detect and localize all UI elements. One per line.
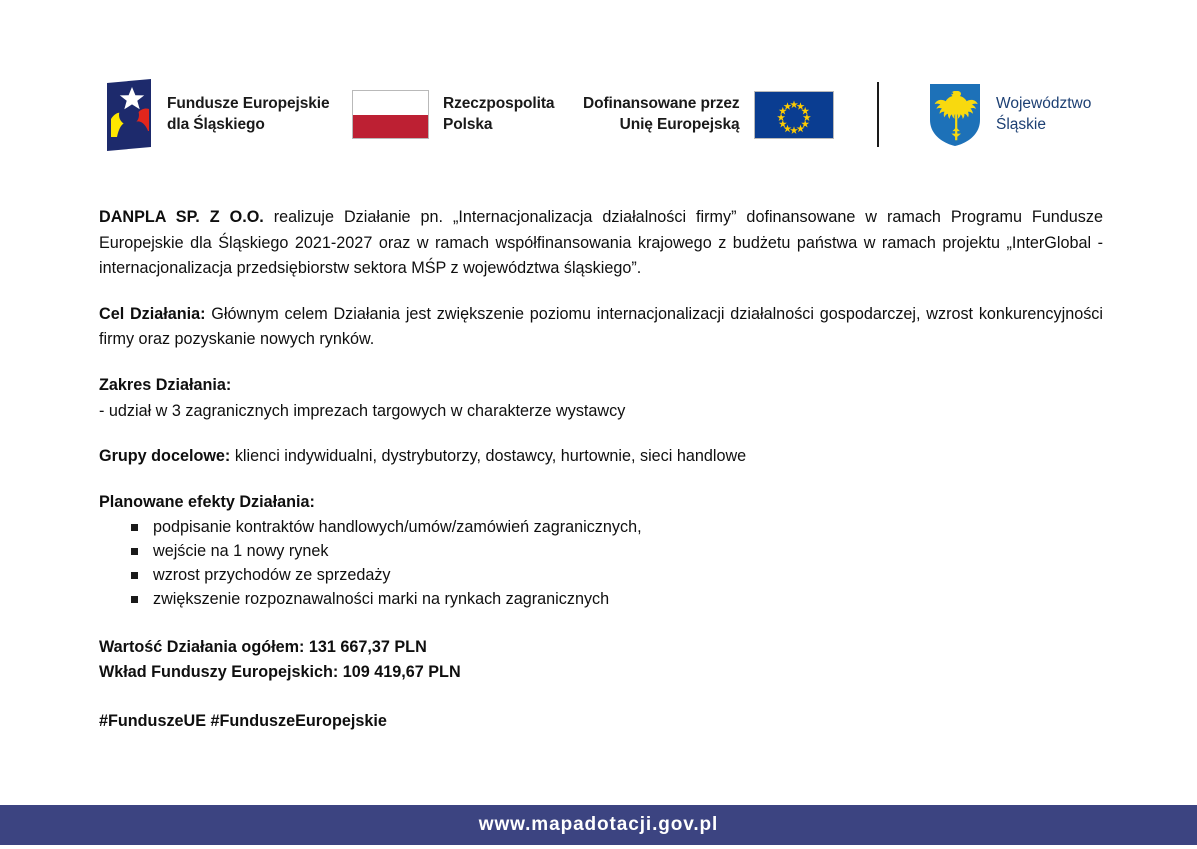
planowane-efekty-list	[99, 515, 1103, 611]
intro-text: realizuje Działanie pn. „Internacjonalizacja działalności firmy” dofinansowane w ramach Programu Fundusze Europejskie dla Śląskiego 2021-2027 oraz w ramach współfinansowania krajowego z budżetu państwa w ramach projektu „InterGlobal - internacjonalizacja przedsiębiorstw sektora MŚP z województwa śląskiego”.	[99, 208, 1103, 278]
grupy-docelowe-text: klienci indywidualni, dystrybutorzy, dostawcy, hurtownie, sieci handlowe	[230, 447, 747, 466]
fe-line-1: Fundusze Europejskie	[167, 95, 330, 113]
amount-eu-contribution: Wkład Funduszy Europejskich: 109 419,67 PLN	[99, 663, 461, 682]
square-bullet-icon	[131, 572, 138, 579]
logo-unia-europejska-text	[583, 94, 740, 135]
ws-line-1: Województwo	[996, 94, 1092, 112]
logo-rzeczpospolita-text	[443, 94, 554, 135]
grupy-docelowe-label: Grupy docelowe:	[99, 447, 231, 466]
eu-line-2: Unię Europejską	[619, 115, 740, 133]
zakres-dzialania-label: Zakres Działania:	[99, 375, 232, 394]
cel-dzialania-text: Głównym celem Działania jest zwiększenie poziomu internacjonalizacji działalności gospodarczej, wzrost konkurencyjności firmy oraz pozyskanie nowych rynków.	[99, 304, 1103, 349]
poland-flag-white-stripe	[353, 91, 428, 115]
logo-wojewodztwo-text	[996, 94, 1091, 136]
logo-wojewodztwo-slaskie	[928, 62, 1091, 167]
amount-total: Wartość Działania ogółem: 131 667,37 PLN	[99, 638, 427, 657]
effect-text-2: wzrost przychodów ze sprzedaży	[153, 566, 391, 585]
effect-text-1: wejście na 1 nowy rynek	[153, 542, 329, 561]
list-item	[99, 587, 1103, 611]
square-bullet-icon	[131, 548, 138, 555]
poland-flag-icon	[352, 90, 429, 139]
effect-text-0: podpisanie kontraktów handlowych/umów/zamówień zagranicznych,	[153, 518, 642, 537]
logo-strip	[0, 62, 1197, 167]
list-item	[99, 515, 1103, 539]
footer-bar	[0, 805, 1197, 845]
rp-line-2: Polska	[443, 115, 493, 133]
silesian-voivodeship-coat-of-arms-icon	[928, 82, 982, 148]
cel-dzialania-label: Cel Działania:	[99, 304, 206, 323]
logo-divider	[877, 82, 879, 147]
logo-rzeczpospolita-polska	[352, 62, 554, 167]
rp-line-1: Rzeczpospolita	[443, 95, 555, 113]
square-bullet-icon	[131, 596, 138, 603]
logo-fundusze-europejskie-text	[167, 94, 330, 135]
ws-line-2: Śląskie	[996, 115, 1046, 133]
paragraph-zakres-dzialania	[99, 373, 1103, 424]
square-bullet-icon	[131, 524, 138, 531]
footer-url[interactable]: www.mapadotacji.gov.pl	[478, 814, 719, 835]
logo-unia-europejska	[583, 62, 834, 167]
european-union-flag-icon	[754, 91, 834, 139]
company-name: DANPLA SP. Z O.O.	[99, 208, 264, 226]
fe-line-2: dla Śląskiego	[167, 115, 265, 133]
document-content	[99, 205, 1103, 735]
planowane-efekty-label: Planowane efekty Działania:	[99, 492, 315, 511]
logo-fundusze-europejskie	[103, 62, 330, 167]
fundusze-europejskie-flag-icon	[103, 79, 155, 151]
zakres-dzialania-item-0: - udział w 3 zagranicznych imprezach targowych w charakterze wystawcy	[99, 401, 626, 420]
paragraph-grupy-docelowe	[99, 444, 1103, 470]
eu-line-1: Dofinansowane przez	[583, 95, 740, 113]
list-item	[99, 539, 1103, 563]
hashtags: #FunduszeUE #FunduszeEuropejskie	[99, 712, 387, 731]
paragraph-intro	[99, 205, 1103, 282]
amounts-block	[99, 635, 1103, 685]
effect-text-3: zwiększenie rozpoznawalności marki na rynkach zagranicznych	[153, 590, 610, 609]
poland-flag-red-stripe	[353, 115, 428, 139]
paragraph-cel-dzialania	[99, 302, 1103, 353]
list-item	[99, 563, 1103, 587]
planowane-efekty-heading	[99, 490, 1103, 516]
